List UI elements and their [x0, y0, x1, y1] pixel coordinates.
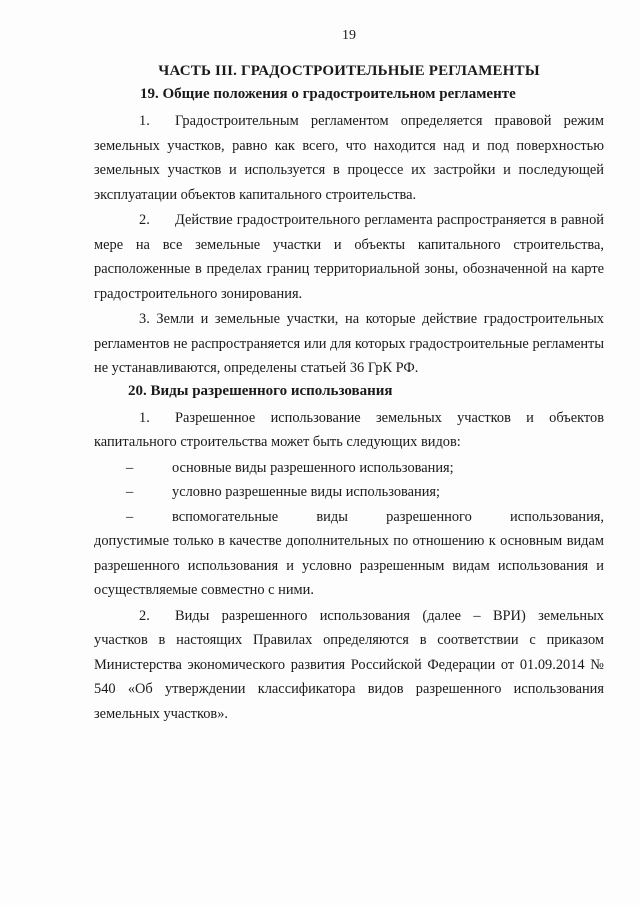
paragraph-number: 1. [139, 409, 150, 426]
page-number: 19 [342, 28, 356, 43]
list-item-text: условно разрешенные виды использования; [172, 484, 441, 500]
paragraph-text: Виды разрешенного использования (далее – ВРИ) земельных участков в настоящих Правилах определяются в соответствии с приказом Министерства экономического развития Российской Федерации от 01.09.2014 № 540 «Об утверждении классификатора видов разрешенного использования земельных участков». [94, 607, 604, 722]
list-item-text: вспомогательные виды разрешенного использования, [172, 508, 604, 525]
list-item [94, 456, 604, 481]
paragraph-number: 2. [139, 607, 150, 624]
list-item [94, 505, 604, 530]
paragraph-number: 1. [139, 113, 150, 129]
section-20-paragraph-2 [94, 604, 604, 727]
paragraph-text: Градостроительным регламентом определяется правовой режим земельных участков, равно как всего, что находится над и под поверхностью земельных участков и используется в процессе их застройки и последующей эксплуатации объектов капитального строительства. [94, 113, 604, 203]
paragraph-number: 2. [139, 212, 150, 228]
list-item-continuation: допустимые только в качестве дополнительных по отношению к основным видам разрешенного использования и условно разрешенным видам использования и осуществляемые совместно с ними. [94, 533, 604, 598]
section-19-paragraph-1 [94, 109, 604, 207]
section-19-paragraph-2 [94, 208, 604, 306]
dash-marker: – [126, 508, 134, 525]
section-20-paragraph-1 [94, 406, 604, 455]
paragraph-text: Действие градостроительного регламента распространяется в равной мере на все земельные участки и объекты капитального строительства, расположенные в пределах границ территориальной зоны, обозначенной на карте градостроительного зонирования. [94, 212, 604, 302]
list-item-text: основные виды разрешенного использования; [172, 459, 454, 476]
list-item [94, 480, 604, 505]
part-title: ЧАСТЬ III. ГРАДОСТРОИТЕЛЬНЫЕ РЕГЛАМЕНТЫ [158, 63, 540, 79]
paragraph-text: Разрешенное использование земельных участков и объектов капитального строительства может быть следующих видов: [94, 409, 604, 450]
section-19-title: 19. Общие положения о градостроительном регламенте [140, 86, 516, 102]
section-19-paragraph-3 [94, 307, 604, 381]
dash-marker: – [126, 484, 134, 500]
section-20-title: 20. Виды разрешенного использования [128, 382, 393, 399]
paragraph-text: 3. Земли и земельные участки, на которые действие градостроительных регламентов не распространяется или для которых градостроительные регламенты не устанавливаются, определены статьей 36 ГрК РФ. [94, 311, 604, 376]
dash-marker: – [126, 459, 134, 476]
